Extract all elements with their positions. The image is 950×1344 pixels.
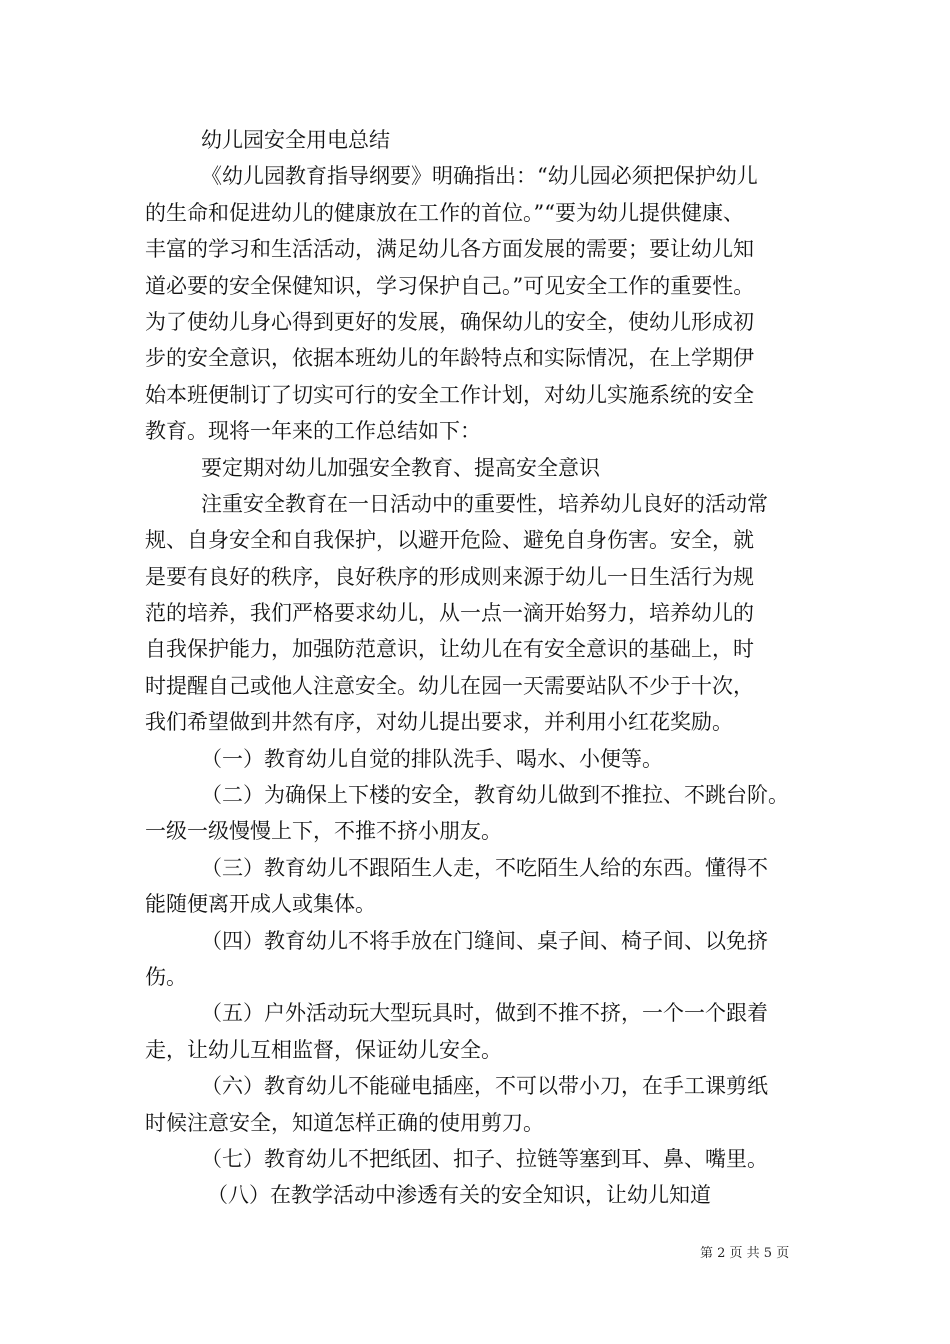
paragraph-line: 自我保护能力，加强防范意识，让幼儿在有安全意识的基础上，时	[145, 637, 754, 662]
list-item-continuation: 一级一级慢慢上下，不推不挤小朋友。	[145, 819, 502, 844]
list-item: （六）教育幼儿不能碰电插座，不可以带小刀，在手工课剪纸	[201, 1074, 768, 1099]
paragraph-line: 道必要的安全保健知识，学习保护自己。”可见安全工作的重要性。	[145, 273, 755, 298]
paragraph-line: 注重安全教育在一日活动中的重要性，培养幼儿良好的活动常	[201, 491, 768, 516]
list-item: （五）户外活动玩大型玩具时，做到不推不挤，一个一个跟着	[201, 1001, 768, 1026]
paragraph-line: 教育。现将一年来的工作总结如下：	[145, 419, 481, 444]
paragraph-line: 时提醒自己或他人注意安全。幼儿在园一天需要站队不少于十次，	[145, 673, 754, 698]
paragraph-line: 为了使幼儿身心得到更好的发展，确保幼儿的安全，使幼儿形成初	[145, 309, 754, 334]
list-item: （三）教育幼儿不跟陌生人走，不吃陌生人给的东西。懂得不	[201, 855, 768, 880]
paragraph-line: 丰富的学习和生活活动，满足幼儿各方面发展的需要；要让幼儿知	[145, 237, 754, 262]
paragraph-line: 的生命和促进幼儿的健康放在工作的首位。”“要为幼儿提供健康、	[145, 200, 744, 225]
section-heading: 要定期对幼儿加强安全教育、提高安全意识	[201, 455, 600, 480]
paragraph-line: 《幼儿园教育指导纲要》明确指出：“幼儿园必须把保护幼儿	[201, 164, 758, 189]
list-item-continuation: 时候注意安全，知道怎样正确的使用剪刀。	[145, 1110, 544, 1135]
paragraph-line: 规、自身安全和自我保护，以避开危险、避免自身伤害。安全，就	[145, 528, 754, 553]
list-item: （七）教育幼儿不把纸团、扣子、拉链等塞到耳、鼻、嘴里。	[201, 1146, 768, 1171]
paragraph-line: 范的培养，我们严格要求幼儿，从一点一滴开始努力，培养幼儿的	[145, 601, 754, 626]
list-item-continuation: 走，让幼儿互相监督，保证幼儿安全。	[145, 1037, 502, 1062]
list-item: （二）为确保上下楼的安全，教育幼儿做到不推拉、不跳台阶。	[201, 783, 789, 808]
paragraph-line: 始本班便制订了切实可行的安全工作计划，对幼儿实施系统的安全	[145, 382, 754, 407]
list-item: （一）教育幼儿自觉的排队洗手、喝水、小便等。	[201, 746, 663, 771]
list-item-continuation: 伤。	[145, 964, 187, 989]
list-item-continuation: 能随便离开成人或集体。	[145, 892, 376, 917]
paragraph-line: 是要有良好的秩序，良好秩序的形成则来源于幼儿一日生活行为规	[145, 564, 754, 589]
page-number: 第 2 页 共 5 页	[700, 1246, 790, 1261]
list-item: （四）教育幼儿不将手放在门缝间、桌子间、椅子间、以免挤	[201, 928, 768, 953]
document-body	[145, 122, 810, 1214]
paragraph-line: 步的安全意识，依据本班幼儿的年龄特点和实际情况，在上学期伊	[145, 346, 754, 371]
document-title: 幼儿园安全用电总结	[201, 128, 390, 152]
paragraph-line: 我们希望做到井然有序，对幼儿提出要求，并利用小红花奖励。	[145, 710, 733, 735]
list-item: （八）在教学活动中渗透有关的安全知识，让幼儿知道	[207, 1183, 711, 1208]
